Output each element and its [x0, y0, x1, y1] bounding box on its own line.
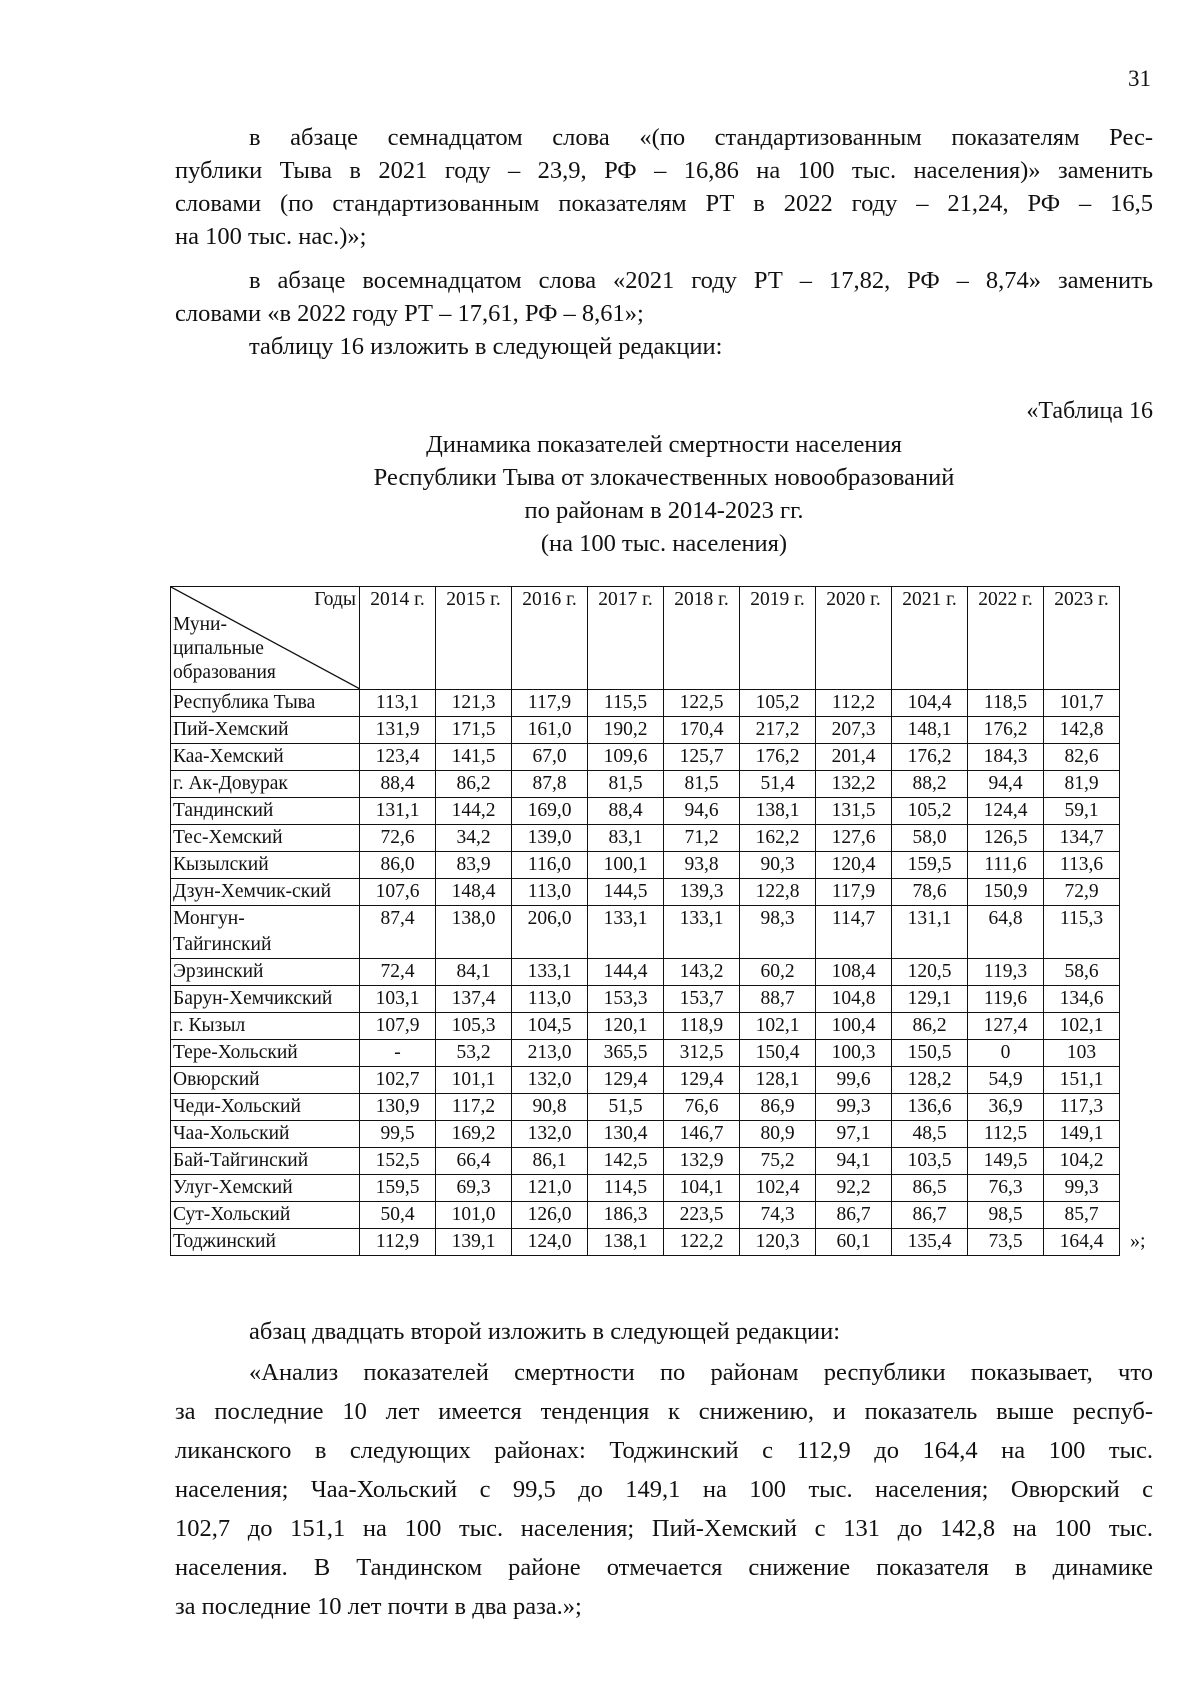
value-cell: 133,1 — [588, 906, 664, 959]
table-row — [171, 771, 1120, 798]
value-cell: 133,1 — [664, 906, 740, 959]
value-cell: 75,2 — [740, 1148, 816, 1175]
district-name: Овюрский — [171, 1067, 360, 1094]
value-cell: 129,4 — [664, 1067, 740, 1094]
value-cell: 80,9 — [740, 1121, 816, 1148]
value-cell: 59,1 — [1044, 798, 1120, 825]
value-cell: 169,2 — [436, 1121, 512, 1148]
value-cell: 131,1 — [892, 906, 968, 959]
value-cell: 94,1 — [816, 1148, 892, 1175]
value-cell: 99,6 — [816, 1067, 892, 1094]
value-cell: 102,4 — [740, 1175, 816, 1202]
value-cell: 122,5 — [664, 690, 740, 717]
corner-cell — [171, 587, 360, 690]
value-cell: 102,7 — [360, 1067, 436, 1094]
intro-text — [175, 121, 1153, 363]
municipal-label-line: ципальные — [173, 638, 264, 659]
value-cell: 88,4 — [360, 771, 436, 798]
value-cell: 135,4 — [892, 1229, 968, 1256]
table-reference: «Таблица 16 — [1026, 398, 1153, 424]
value-cell: 58,0 — [892, 825, 968, 852]
value-cell: 81,5 — [664, 771, 740, 798]
value-cell: 132,0 — [512, 1121, 588, 1148]
year-header: 2020 г. — [816, 587, 892, 690]
value-cell: 99,3 — [1044, 1175, 1120, 1202]
value-cell: 131,5 — [816, 798, 892, 825]
value-cell: 98,5 — [968, 1202, 1044, 1229]
value-cell: 213,0 — [512, 1040, 588, 1067]
outro-text — [175, 1312, 1153, 1626]
value-cell: 131,9 — [360, 717, 436, 744]
value-cell: 76,3 — [968, 1175, 1044, 1202]
value-cell: 60,1 — [816, 1229, 892, 1256]
title-line: по районам в 2014-2023 гг. — [524, 497, 804, 524]
value-cell: 176,2 — [892, 744, 968, 771]
value-cell: 71,2 — [664, 825, 740, 852]
table-row — [171, 986, 1120, 1013]
value-cell: 72,4 — [360, 959, 436, 986]
value-cell: 115,5 — [588, 690, 664, 717]
year-header: 2015 г. — [436, 587, 512, 690]
value-cell: 127,6 — [816, 825, 892, 852]
value-cell: 131,1 — [360, 798, 436, 825]
value-cell: 99,5 — [360, 1121, 436, 1148]
value-cell: 101,7 — [1044, 690, 1120, 717]
value-cell: 114,5 — [588, 1175, 664, 1202]
value-cell: 118,5 — [968, 690, 1044, 717]
value-cell: 161,0 — [512, 717, 588, 744]
value-cell: 100,3 — [816, 1040, 892, 1067]
value-cell: 108,4 — [816, 959, 892, 986]
value-cell: 123,4 — [360, 744, 436, 771]
page-number: 31 — [1128, 66, 1151, 91]
year-header: 2019 г. — [740, 587, 816, 690]
value-cell: 74,3 — [740, 1202, 816, 1229]
value-cell: 136,6 — [892, 1094, 968, 1121]
value-cell: 97,1 — [816, 1121, 892, 1148]
value-cell: 148,4 — [436, 879, 512, 906]
value-cell: 116,0 — [512, 852, 588, 879]
table-title — [175, 428, 1153, 560]
text-line: в абзаце семнадцатом слова «(по стандартизованным показателям Рес- — [249, 124, 1153, 151]
table-row — [171, 1040, 1120, 1067]
value-cell: 139,3 — [664, 879, 740, 906]
value-cell: 112,9 — [360, 1229, 436, 1256]
value-cell: 82,6 — [1044, 744, 1120, 771]
table-row — [171, 1094, 1120, 1121]
value-cell: 113,0 — [512, 879, 588, 906]
table-row — [171, 906, 1120, 959]
value-cell: 159,5 — [892, 852, 968, 879]
value-cell: 103,1 — [360, 986, 436, 1013]
value-cell: 53,2 — [436, 1040, 512, 1067]
header-row — [171, 587, 1120, 690]
value-cell: 138,1 — [740, 798, 816, 825]
value-cell: 66,4 — [436, 1148, 512, 1175]
value-cell: 48,5 — [892, 1121, 968, 1148]
value-cell: 144,2 — [436, 798, 512, 825]
value-cell: 142,5 — [588, 1148, 664, 1175]
value-cell: 107,9 — [360, 1013, 436, 1040]
value-cell: 86,1 — [512, 1148, 588, 1175]
district-name: Тес-Хемский — [171, 825, 360, 852]
value-cell: 171,5 — [436, 717, 512, 744]
value-cell: 126,5 — [968, 825, 1044, 852]
value-cell: 153,7 — [664, 986, 740, 1013]
paragraph — [175, 121, 1153, 253]
table-row — [171, 825, 1120, 852]
text-line: абзац двадцать второй изложить в следующей редакции: — [249, 1318, 841, 1345]
value-cell: 121,0 — [512, 1175, 588, 1202]
table-row — [171, 959, 1120, 986]
value-cell: 119,3 — [968, 959, 1044, 986]
value-cell: 104,2 — [1044, 1148, 1120, 1175]
value-cell: 120,1 — [588, 1013, 664, 1040]
district-name: Барун-Хемчикский — [171, 986, 360, 1013]
district-name: Дзун-Хемчик-ский — [171, 879, 360, 906]
value-cell: 54,9 — [968, 1067, 1044, 1094]
value-cell: 184,3 — [968, 744, 1044, 771]
value-cell: 103 — [1044, 1040, 1120, 1067]
table-row — [171, 1148, 1120, 1175]
value-cell: 73,5 — [968, 1229, 1044, 1256]
district-name: Тере-Хольский — [171, 1040, 360, 1067]
table-closing-quote: »; — [1130, 1230, 1146, 1252]
paragraph — [175, 264, 1153, 330]
district-name: Кызылский — [171, 852, 360, 879]
years-label: Годы — [314, 589, 356, 610]
value-cell: 207,3 — [816, 717, 892, 744]
value-cell: 90,8 — [512, 1094, 588, 1121]
text-line: 102,7 до 151,1 на 100 тыс. населения; Пий-Хемский с 131 до 142,8 на 100 тыс. — [175, 1515, 1153, 1542]
value-cell: 141,5 — [436, 744, 512, 771]
value-cell: 113,1 — [360, 690, 436, 717]
value-cell: 83,9 — [436, 852, 512, 879]
district-name: Сут-Хольский — [171, 1202, 360, 1229]
value-cell: 51,5 — [588, 1094, 664, 1121]
value-cell: 186,3 — [588, 1202, 664, 1229]
value-cell: 124,4 — [968, 798, 1044, 825]
value-cell: 151,1 — [1044, 1067, 1120, 1094]
value-cell: 104,1 — [664, 1175, 740, 1202]
value-cell: 78,6 — [892, 879, 968, 906]
value-cell: 120,4 — [816, 852, 892, 879]
district-name: Улуг-Хемский — [171, 1175, 360, 1202]
value-cell: 102,1 — [1044, 1013, 1120, 1040]
table-row — [171, 1067, 1120, 1094]
value-cell: 132,0 — [512, 1067, 588, 1094]
table-row — [171, 717, 1120, 744]
value-cell: 120,5 — [892, 959, 968, 986]
value-cell: 93,8 — [664, 852, 740, 879]
value-cell: 132,2 — [816, 771, 892, 798]
value-cell: 86,0 — [360, 852, 436, 879]
text-line: публики Тыва в 2021 году – 23,9, РФ – 16,86 на 100 тыс. населения)» заменить — [175, 157, 1153, 184]
value-cell: 132,9 — [664, 1148, 740, 1175]
district-name: Чеди-Хольский — [171, 1094, 360, 1121]
text-line: словами (по стандартизованным показателям РТ в 2022 году – 21,24, РФ – 16,5 — [175, 190, 1153, 217]
value-cell: 130,4 — [588, 1121, 664, 1148]
value-cell: 83,1 — [588, 825, 664, 852]
value-cell: 150,4 — [740, 1040, 816, 1067]
district-name: Республика Тыва — [171, 690, 360, 717]
value-cell: 134,6 — [1044, 986, 1120, 1013]
value-cell: - — [360, 1040, 436, 1067]
paragraph — [175, 1353, 1153, 1626]
paragraph — [175, 330, 1153, 363]
value-cell: 152,5 — [360, 1148, 436, 1175]
value-cell: 164,4 — [1044, 1229, 1120, 1256]
value-cell: 139,1 — [436, 1229, 512, 1256]
value-cell: 117,9 — [512, 690, 588, 717]
value-cell: 133,1 — [512, 959, 588, 986]
district-name: Пий-Хемский — [171, 717, 360, 744]
value-cell: 134,7 — [1044, 825, 1120, 852]
value-cell: 122,8 — [740, 879, 816, 906]
value-cell: 201,4 — [816, 744, 892, 771]
value-cell: 121,3 — [436, 690, 512, 717]
value-cell: 139,0 — [512, 825, 588, 852]
year-header: 2018 г. — [664, 587, 740, 690]
value-cell: 122,2 — [664, 1229, 740, 1256]
value-cell: 365,5 — [588, 1040, 664, 1067]
table-row — [171, 1121, 1120, 1148]
value-cell: 0 — [968, 1040, 1044, 1067]
value-cell: 129,4 — [588, 1067, 664, 1094]
value-cell: 64,8 — [968, 906, 1044, 959]
value-cell: 88,7 — [740, 986, 816, 1013]
value-cell: 58,6 — [1044, 959, 1120, 986]
value-cell: 190,2 — [588, 717, 664, 744]
value-cell: 90,3 — [740, 852, 816, 879]
table-row — [171, 1175, 1120, 1202]
title-line: Республики Тыва от злокачественных новообразований — [373, 464, 955, 491]
value-cell: 124,0 — [512, 1229, 588, 1256]
district-name: Бай-Тайгинский — [171, 1148, 360, 1175]
value-cell: 170,4 — [664, 717, 740, 744]
text-line: на 100 тыс. нас.)»; — [175, 223, 367, 250]
value-cell: 117,9 — [816, 879, 892, 906]
paragraph — [175, 1312, 1153, 1351]
value-cell: 72,6 — [360, 825, 436, 852]
value-cell: 138,0 — [436, 906, 512, 959]
year-header: 2023 г. — [1044, 587, 1120, 690]
value-cell: 312,5 — [664, 1040, 740, 1067]
district-name: Каа-Хемский — [171, 744, 360, 771]
table-row — [171, 744, 1120, 771]
district-name: г. Кызыл — [171, 1013, 360, 1040]
value-cell: 102,1 — [740, 1013, 816, 1040]
value-cell: 76,6 — [664, 1094, 740, 1121]
table-row — [171, 1013, 1120, 1040]
value-cell: 113,0 — [512, 986, 588, 1013]
value-cell: 100,1 — [588, 852, 664, 879]
district-name: Чаа-Хольский — [171, 1121, 360, 1148]
value-cell: 67,0 — [512, 744, 588, 771]
value-cell: 119,6 — [968, 986, 1044, 1013]
value-cell: 51,4 — [740, 771, 816, 798]
value-cell: 86,7 — [816, 1202, 892, 1229]
value-cell: 169,0 — [512, 798, 588, 825]
value-cell: 101,1 — [436, 1067, 512, 1094]
value-cell: 104,5 — [512, 1013, 588, 1040]
value-cell: 176,2 — [968, 717, 1044, 744]
value-cell: 126,0 — [512, 1202, 588, 1229]
value-cell: 105,3 — [436, 1013, 512, 1040]
value-cell: 94,4 — [968, 771, 1044, 798]
value-cell: 111,6 — [968, 852, 1044, 879]
value-cell: 142,8 — [1044, 717, 1120, 744]
value-cell: 99,3 — [816, 1094, 892, 1121]
value-cell: 130,9 — [360, 1094, 436, 1121]
value-cell: 86,2 — [436, 771, 512, 798]
year-header: 2016 г. — [512, 587, 588, 690]
value-cell: 162,2 — [740, 825, 816, 852]
value-cell: 159,5 — [360, 1175, 436, 1202]
municipal-label — [173, 613, 276, 685]
table-row — [171, 1229, 1120, 1256]
value-cell: 86,5 — [892, 1175, 968, 1202]
value-cell: 112,2 — [816, 690, 892, 717]
municipal-label-line: Муни- — [173, 614, 227, 635]
value-cell: 125,7 — [664, 744, 740, 771]
value-cell: 104,8 — [816, 986, 892, 1013]
table-row — [171, 1202, 1120, 1229]
value-cell: 69,3 — [436, 1175, 512, 1202]
value-cell: 103,5 — [892, 1148, 968, 1175]
value-cell: 81,5 — [588, 771, 664, 798]
value-cell: 120,3 — [740, 1229, 816, 1256]
value-cell: 206,0 — [512, 906, 588, 959]
value-cell: 117,2 — [436, 1094, 512, 1121]
value-cell: 105,2 — [740, 690, 816, 717]
value-cell: 34,2 — [436, 825, 512, 852]
district-name: Тандинский — [171, 798, 360, 825]
value-cell: 81,9 — [1044, 771, 1120, 798]
district-name: Эрзинский — [171, 959, 360, 986]
district-name: г. Ак-Довурак — [171, 771, 360, 798]
value-cell: 143,2 — [664, 959, 740, 986]
value-cell: 86,7 — [892, 1202, 968, 1229]
value-cell: 144,5 — [588, 879, 664, 906]
district-name: Монгун- Тайгинский — [171, 906, 360, 959]
value-cell: 109,6 — [588, 744, 664, 771]
value-cell: 117,3 — [1044, 1094, 1120, 1121]
text-line: словами «в 2022 году РТ – 17,61, РФ – 8,61»; — [175, 300, 644, 327]
value-cell: 137,4 — [436, 986, 512, 1013]
title-line: (на 100 тыс. населения) — [540, 530, 788, 557]
value-cell: 127,4 — [968, 1013, 1044, 1040]
value-cell: 148,1 — [892, 717, 968, 744]
year-header: 2022 г. — [968, 587, 1044, 690]
value-cell: 128,2 — [892, 1067, 968, 1094]
value-cell: 92,2 — [816, 1175, 892, 1202]
text-line: таблицу 16 изложить в следующей редакции: — [249, 333, 723, 360]
value-cell: 129,1 — [892, 986, 968, 1013]
value-cell: 72,9 — [1044, 879, 1120, 906]
text-line: населения; Чаа-Хольский с 99,5 до 149,1 на 100 тыс. населения; Овюрский с — [175, 1476, 1153, 1503]
value-cell: 113,6 — [1044, 852, 1120, 879]
value-cell: 223,5 — [664, 1202, 740, 1229]
value-cell: 118,9 — [664, 1013, 740, 1040]
value-cell: 153,3 — [588, 986, 664, 1013]
text-line: за последние 10 лет имеется тенденция к снижению, и показатель выше респуб- — [175, 1398, 1153, 1425]
district-name: Тоджинский — [171, 1229, 360, 1256]
table-row — [171, 879, 1120, 906]
text-line: в абзаце восемнадцатом слова «2021 году РТ – 17,82, РФ – 8,74» заменить — [249, 267, 1153, 294]
value-cell: 94,6 — [664, 798, 740, 825]
value-cell: 50,4 — [360, 1202, 436, 1229]
value-cell: 128,1 — [740, 1067, 816, 1094]
value-cell: 36,9 — [968, 1094, 1044, 1121]
value-cell: 101,0 — [436, 1202, 512, 1229]
text-line: населения. В Тандинском районе отмечается снижение показателя в динамике — [175, 1554, 1153, 1581]
table-row — [171, 798, 1120, 825]
table-row — [171, 690, 1120, 717]
value-cell: 150,5 — [892, 1040, 968, 1067]
text-line: за последние 10 лет почти в два раза.»; — [175, 1593, 582, 1620]
value-cell: 86,2 — [892, 1013, 968, 1040]
value-cell: 107,6 — [360, 879, 436, 906]
value-cell: 87,4 — [360, 906, 436, 959]
table-row — [171, 852, 1120, 879]
value-cell: 98,3 — [740, 906, 816, 959]
value-cell: 217,2 — [740, 717, 816, 744]
value-cell: 144,4 — [588, 959, 664, 986]
value-cell: 85,7 — [1044, 1202, 1120, 1229]
value-cell: 176,2 — [740, 744, 816, 771]
value-cell: 60,2 — [740, 959, 816, 986]
text-line: ликанского в следующих районах: Тоджинский с 112,9 до 164,4 на 100 тыс. — [175, 1437, 1153, 1464]
value-cell: 150,9 — [968, 879, 1044, 906]
title-line: Динамика показателей смертности населения — [426, 431, 902, 458]
value-cell: 149,1 — [1044, 1121, 1120, 1148]
value-cell: 88,2 — [892, 771, 968, 798]
value-cell: 138,1 — [588, 1229, 664, 1256]
year-header: 2021 г. — [892, 587, 968, 690]
value-cell: 100,4 — [816, 1013, 892, 1040]
year-header: 2017 г. — [588, 587, 664, 690]
value-cell: 105,2 — [892, 798, 968, 825]
value-cell: 104,4 — [892, 690, 968, 717]
value-cell: 112,5 — [968, 1121, 1044, 1148]
mortality-table — [170, 586, 1120, 1256]
text-line: «Анализ показателей смертности по районам республики показывает, что — [249, 1359, 1153, 1386]
value-cell: 88,4 — [588, 798, 664, 825]
year-header: 2014 г. — [360, 587, 436, 690]
municipal-label-line: образования — [173, 662, 276, 683]
value-cell: 146,7 — [664, 1121, 740, 1148]
value-cell: 114,7 — [816, 906, 892, 959]
value-cell: 84,1 — [436, 959, 512, 986]
value-cell: 87,8 — [512, 771, 588, 798]
value-cell: 149,5 — [968, 1148, 1044, 1175]
value-cell: 115,3 — [1044, 906, 1120, 959]
value-cell: 86,9 — [740, 1094, 816, 1121]
